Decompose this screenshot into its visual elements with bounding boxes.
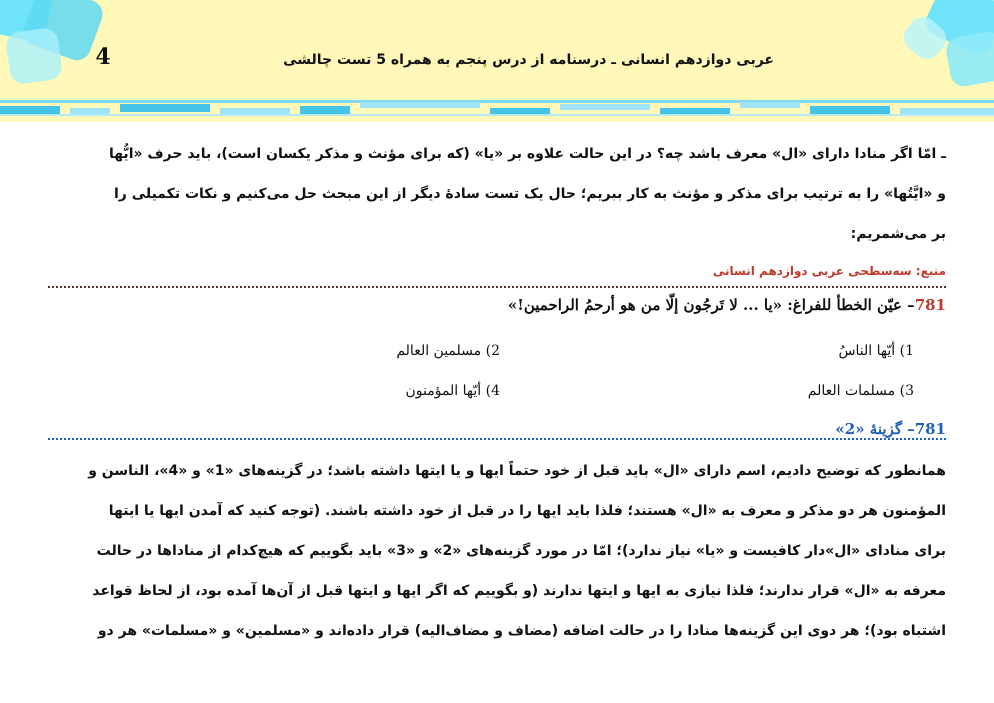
intro-line: بر می‌شمریم:: [850, 226, 946, 242]
answer-text: – گزینهٔ «2»: [835, 420, 915, 438]
question: [508, 296, 946, 314]
option-4: [405, 383, 500, 399]
answer-line: [48, 420, 946, 440]
question-text: – عیّن الخطأ للفراغ: «یا ... لا تَرجُون إلّا من هو أرحمُ الراحمین!»: [507, 296, 915, 314]
option-text: أیّها الناسُ: [838, 343, 896, 359]
explanation-line: اشتباه بود)؛ هر دوی این گزینه‌ها منادا را در حالت اضافه (مضاف و مضاف‌الیه) قرار داده‌اند و «مسلمین» و «مسلمات» هر دو: [97, 623, 946, 639]
decorative-shape: [944, 30, 994, 89]
option-text: مسلمات العالم: [807, 383, 896, 399]
decorative-shape: [5, 27, 64, 86]
option-text: مسلمین العالم: [396, 343, 482, 359]
option-number: 2): [485, 343, 500, 359]
source-line: [48, 262, 946, 288]
option-2: [396, 343, 500, 359]
option-text: أیّها المؤمنون: [405, 383, 482, 399]
explanation-line: برای منادای «ال»دار کافیست و «یا» نیاز ندارد)؛ امّا در مورد گزینه‌های «2» و «3» باید بگوییم که هیچ‌کدام از مناداها در حالت: [96, 543, 946, 559]
question-number: 781: [914, 296, 946, 314]
answer-number: 781: [914, 420, 946, 438]
page-number: 4: [95, 44, 111, 70]
option-1: [838, 343, 914, 359]
explanation-line: همانطور که توضیح دادیم، اسم دارای «ال» باید قبل از خود حتماً ایها و یا ایتها داشته باشد؛ در گزینه‌های «1» و «4»، الناسن و: [88, 463, 946, 479]
explanation-paragraph: [48, 451, 946, 651]
option-number: 4): [485, 383, 500, 399]
header-title: عربی دوازدهم انسانی ـ درسنامه از درس پنجم به همراه 5 تست چالشی: [283, 52, 774, 68]
page-header: [0, 0, 994, 122]
option-3: [808, 383, 914, 399]
source-label: منبع: سه‌سطحی عربی دوازدهم انسانی: [709, 264, 946, 278]
intro-line: ـ امّا اگر منادا دارای «ال» معرف باشد چه؟ در این حالت علاوه بر «یا» (که برای مؤنث و مذکر یکسان است)، باید حرف «ایُّها: [108, 146, 946, 162]
intro-paragraph: [48, 134, 946, 254]
explanation-line: معرفه به «ال» قرار ندارند؛ فلذا نیازی به ایها و ایتها ندارند (و بگوییم که اگر ایها و ایتها قبل از آن‌ها آمده بود، از لحاظ قواعد: [92, 583, 946, 599]
intro-line: و «ایَّتُها» را به ترتیب برای مذکر و مؤنث به کار ببریم؛ حال یک تست سادهٔ دیگر از این مبحث حل می‌کنیم و نکات تکمیلی را: [113, 186, 946, 202]
option-number: 3): [899, 383, 914, 399]
option-number: 1): [899, 343, 914, 359]
header-stripes: [0, 96, 994, 118]
explanation-line: المؤمنون هر دو مذکر و معرف به «ال» هستند؛ فلذا باید ایها را در قبل از خود داشته باشند. (توجه کنید که آمدن ایها یا ایتها: [108, 503, 946, 519]
answer-label: [831, 420, 946, 438]
